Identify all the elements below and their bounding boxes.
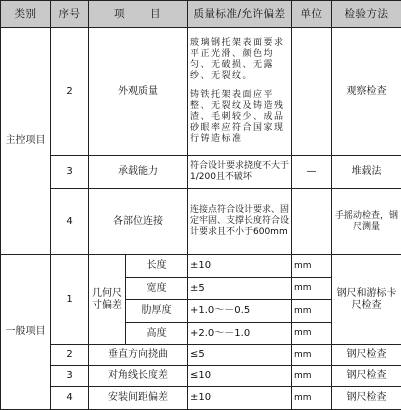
standard-cell: ±10 — [188, 387, 292, 410]
method-cell: 堆载法 — [332, 156, 401, 189]
method-cell: 手摇动检查，钢尺测量 — [332, 189, 401, 255]
header-method: 检验方法 — [332, 1, 401, 28]
sub-item-cell: 宽度 — [126, 278, 188, 300]
item-cell: 对角线长度差 — [89, 366, 188, 387]
method-cell: 钢尺和游标卡尺检查 — [332, 255, 401, 345]
header-unit: 单位 — [292, 1, 332, 28]
category-general: 一般项目 — [1, 255, 51, 410]
seq-cell: 4 — [51, 387, 89, 410]
standard-cell: ±5 — [188, 278, 292, 300]
method-cell: 钢尺检查 — [332, 387, 401, 410]
header-standard: 质量标准/允许偏差 — [188, 1, 292, 28]
seq-cell: 1 — [51, 255, 89, 345]
sub-item-cell: 肋厚度 — [126, 300, 188, 323]
seq-cell: 2 — [51, 345, 89, 366]
header-seq: 序号 — [51, 1, 89, 28]
unit-cell: mm — [292, 387, 332, 410]
table-row — [1, 28, 401, 156]
unit-cell: mm — [292, 366, 332, 387]
category-main-control: 主控项目 — [1, 28, 51, 255]
standard-cast-iron-text: 铸铁托架表面应平整、无裂纹及铸造残渣、毛刺较少、成品砂眼率应符合国家现行铸造标准 — [190, 90, 285, 144]
unit-cell — [292, 189, 332, 255]
unit-cell: mm — [292, 345, 332, 366]
header-row — [1, 1, 401, 28]
header-item: 项 目 — [89, 1, 188, 28]
standard-cell: 符合设计要求挠度不大于1/200且不破坏 — [188, 156, 292, 189]
method-cell: 观察检查 — [332, 28, 401, 156]
standard-cell: ≤5 — [188, 345, 292, 366]
item-cell: 外观质量 — [89, 28, 188, 156]
unit-cell: — — [292, 156, 332, 189]
item-cell: 承载能力 — [89, 156, 188, 189]
item-cell: 各部位连接 — [89, 189, 188, 255]
unit-cell: mm — [292, 300, 332, 323]
unit-cell: mm — [292, 323, 332, 345]
header-category: 类别 — [1, 1, 51, 28]
table-row — [1, 366, 401, 387]
sub-item-cell: 长度 — [126, 255, 188, 278]
standard-cell: ±10 — [188, 255, 292, 278]
item-cell: 安装间距偏差 — [89, 387, 188, 410]
unit-cell — [292, 28, 332, 156]
standard-cell: +2.0～－1.0 — [188, 323, 292, 345]
table-row — [1, 387, 401, 410]
standard-cell: 连接点符合设计要求、固定牢固、支撑长度符合设计要求且不小于600mm — [188, 189, 292, 255]
table-row — [1, 156, 401, 189]
table-row — [1, 345, 401, 366]
item-group-cell: 几何尺寸偏差 — [89, 255, 126, 345]
seq-cell: 3 — [51, 156, 89, 189]
standard-cell: +1.0～－0.5 — [188, 300, 292, 323]
standard-frp-text: 玻璃钢托架表面要求平正光滑、颜色均匀、无破损、无露纱、无裂纹。 — [190, 38, 285, 81]
unit-cell: mm — [292, 255, 332, 278]
unit-cell: mm — [292, 278, 332, 300]
seq-cell: 3 — [51, 366, 89, 387]
item-cell: 垂直方向挠曲 — [89, 345, 188, 366]
table-row — [1, 255, 401, 278]
table-row — [1, 189, 401, 255]
standard-cell — [188, 28, 292, 156]
standard-cell: ≤10 — [188, 366, 292, 387]
method-cell: 钢尺检查 — [332, 345, 401, 366]
seq-cell: 2 — [51, 28, 89, 156]
sub-item-cell: 高度 — [126, 323, 188, 345]
seq-cell: 4 — [51, 189, 89, 255]
method-cell: 钢尺检查 — [332, 366, 401, 387]
